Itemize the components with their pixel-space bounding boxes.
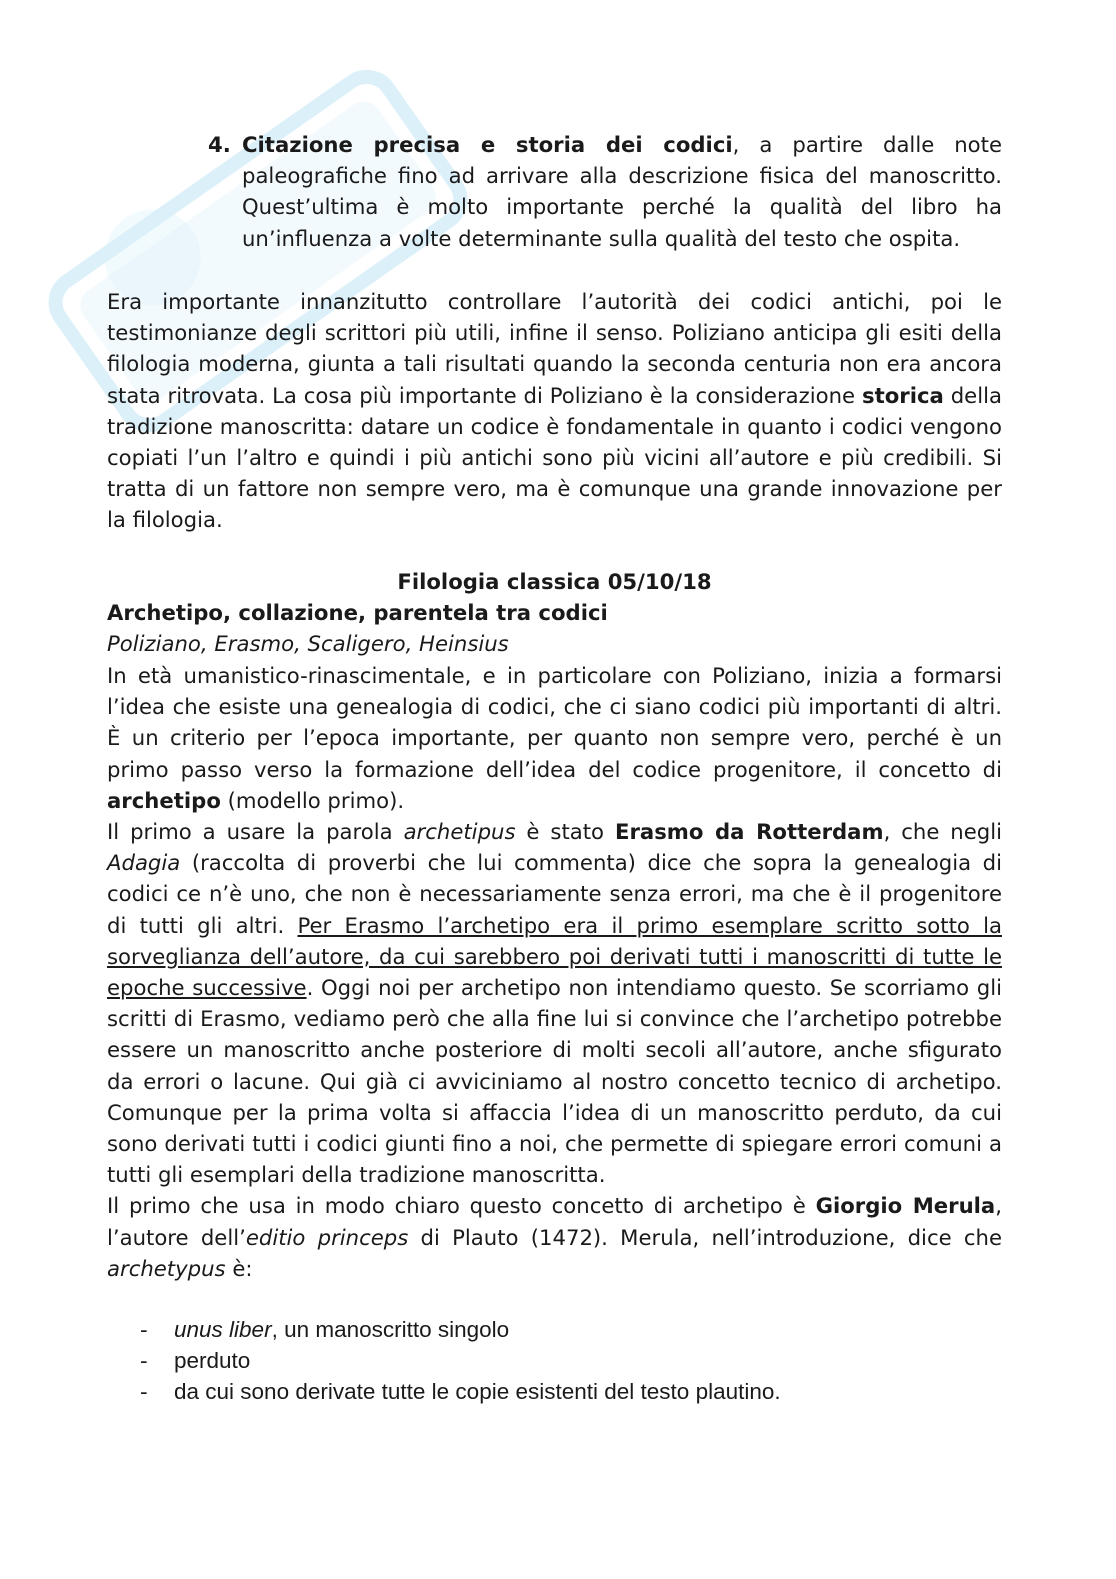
p3-italic-archetipus: archetipus <box>403 819 516 845</box>
p3-text-1: Il primo a usare la parola <box>107 819 404 845</box>
p3-text-5: . Oggi noi per archetipo non intendiamo questo. Se scorriamo gli scritti di Erasmo, vediamo però che alla fine lui si convince che l’archetipo potrebbe essere un manoscritto anche posteriore di molti secoli all’autore, anche sfigurato da errori o lacune. Qui già ci avviciniamo al nostro concetto tecnico di archetipo. Comunque per la prima volta si affaccia l’idea di un manoscritto perduto, da cui sono derivati tutti i codici giunti fino a noi, che permette di spiegare errori comuni a tutti gli esemplari della tradizione manoscritta. <box>107 975 1002 1188</box>
p4-text-1: Il primo che usa in modo chiaro questo concetto di archetipo è <box>107 1193 816 1219</box>
bullet-list <box>140 1314 1002 1408</box>
list-item <box>140 1314 1002 1345</box>
bullet-2-text: perduto <box>174 1348 251 1374</box>
paragraph-4 <box>107 1190 1002 1284</box>
section-authors: Poliziano, Erasmo, Scaligero, Heinsius <box>107 631 509 656</box>
p3-text-3: , che negli <box>883 819 1002 845</box>
p3-text-4: (raccolta di proverbi che lui commenta) dice che sopra la genealogia di codici ce n’è uno, che non è necessariamente senza errori, ma che è il progenitore di tutti gli altri. <box>107 850 1002 938</box>
section-subtitle: Archetipo, collazione, parentela tra codici <box>107 600 608 625</box>
p1-bold-storica: storica <box>861 382 944 408</box>
paragraph-3 <box>107 816 1002 1190</box>
p1-text-1: Era importante innanzitutto controllare l’autorità dei codici antichi, poi le testimonianze degli scrittori più utili, infine il senso. Poliziano anticipa gli esiti della filologia moderna, giunta a tali risultati quando la seconda centuria non era ancora stata ritrovata. La cosa più importante di Poliziano è la considerazione <box>107 289 1002 408</box>
bullet-1-text: , un manoscritto singolo <box>271 1317 510 1342</box>
numbered-item-4 <box>208 129 1002 254</box>
p3-text-2: è stato <box>515 819 615 845</box>
p4-text-3: di Plauto (1472). Merula, nell’introduzione, dice che <box>408 1224 1002 1250</box>
bullet-dash: - <box>140 1379 148 1405</box>
item-body: , a partire dalle note paleografiche fino ad arrivare alla descrizione fisica del manoscritto. Quest’ultima è molto importante perché la qualità del libro ha un’influenza a volte determinante sulla qualità del testo che ospita. <box>242 132 1002 251</box>
bullet-dash: - <box>140 1348 148 1374</box>
p3-italic-adagia: Adagia <box>107 850 181 876</box>
bullet-dash: - <box>140 1317 148 1342</box>
p2-bold-archetipo: archetipo <box>107 787 221 813</box>
p4-italic-editio: editio princeps <box>245 1224 409 1250</box>
section-body <box>107 660 1002 1284</box>
p2-text-2: (modello primo). <box>220 787 405 813</box>
bullet-1-italic: unus liber <box>174 1317 272 1342</box>
paragraph-1 <box>107 286 1002 536</box>
bullet-3-text: da cui sono derivate tutte le copie esistenti del testo plautino. <box>174 1379 781 1405</box>
p1-text-2: della tradizione manoscritta: datare un codice è fondamentale in quanto i codici vengono copiati l’un l’altro e quindi i più antichi sono più vicini all’autore e più credibili. Si tratta di un fattore non sempre vero, ma è comunque una grande innovazione per la filologia. <box>107 382 1002 533</box>
list-item <box>140 1376 1002 1407</box>
p4-text-4: è: <box>225 1255 253 1281</box>
paragraph-2 <box>107 660 1002 816</box>
p4-bold-merula: Giorgio Merula <box>815 1193 996 1219</box>
p4-text-2: , l’autore dell’ <box>107 1193 1002 1250</box>
list-item <box>140 1345 1002 1376</box>
section-title: Filologia classica 05/10/18 <box>397 569 712 594</box>
item-bold: Citazione precisa e storia dei codici <box>242 132 733 157</box>
item-text <box>242 129 1002 254</box>
p3-underlined-definition: Per Erasmo l’archetipo era il primo esemplare scritto sotto la sorveglianza dell’autore, da cui sarebbero poi derivati tutti i manoscritti di tutte le epoche successive <box>107 912 1002 1001</box>
p3-bold-erasmo: Erasmo da Rotterdam <box>614 819 884 845</box>
item-number: 4. <box>208 132 231 157</box>
bullet-text <box>174 1314 509 1345</box>
p4-italic-archetypus: archetypus <box>107 1255 226 1281</box>
p2-text-1: In età umanistico-rinascimentale, e in particolare con Poliziano, inizia a formarsi l’idea che esiste una genealogia di codici, che ci siano codici più importanti di altri. È un criterio per l’epoca importante, per quanto non sempre vero, perché è un primo passo verso la formazione dell’idea del codice progenitore, il concetto di <box>107 663 1002 782</box>
